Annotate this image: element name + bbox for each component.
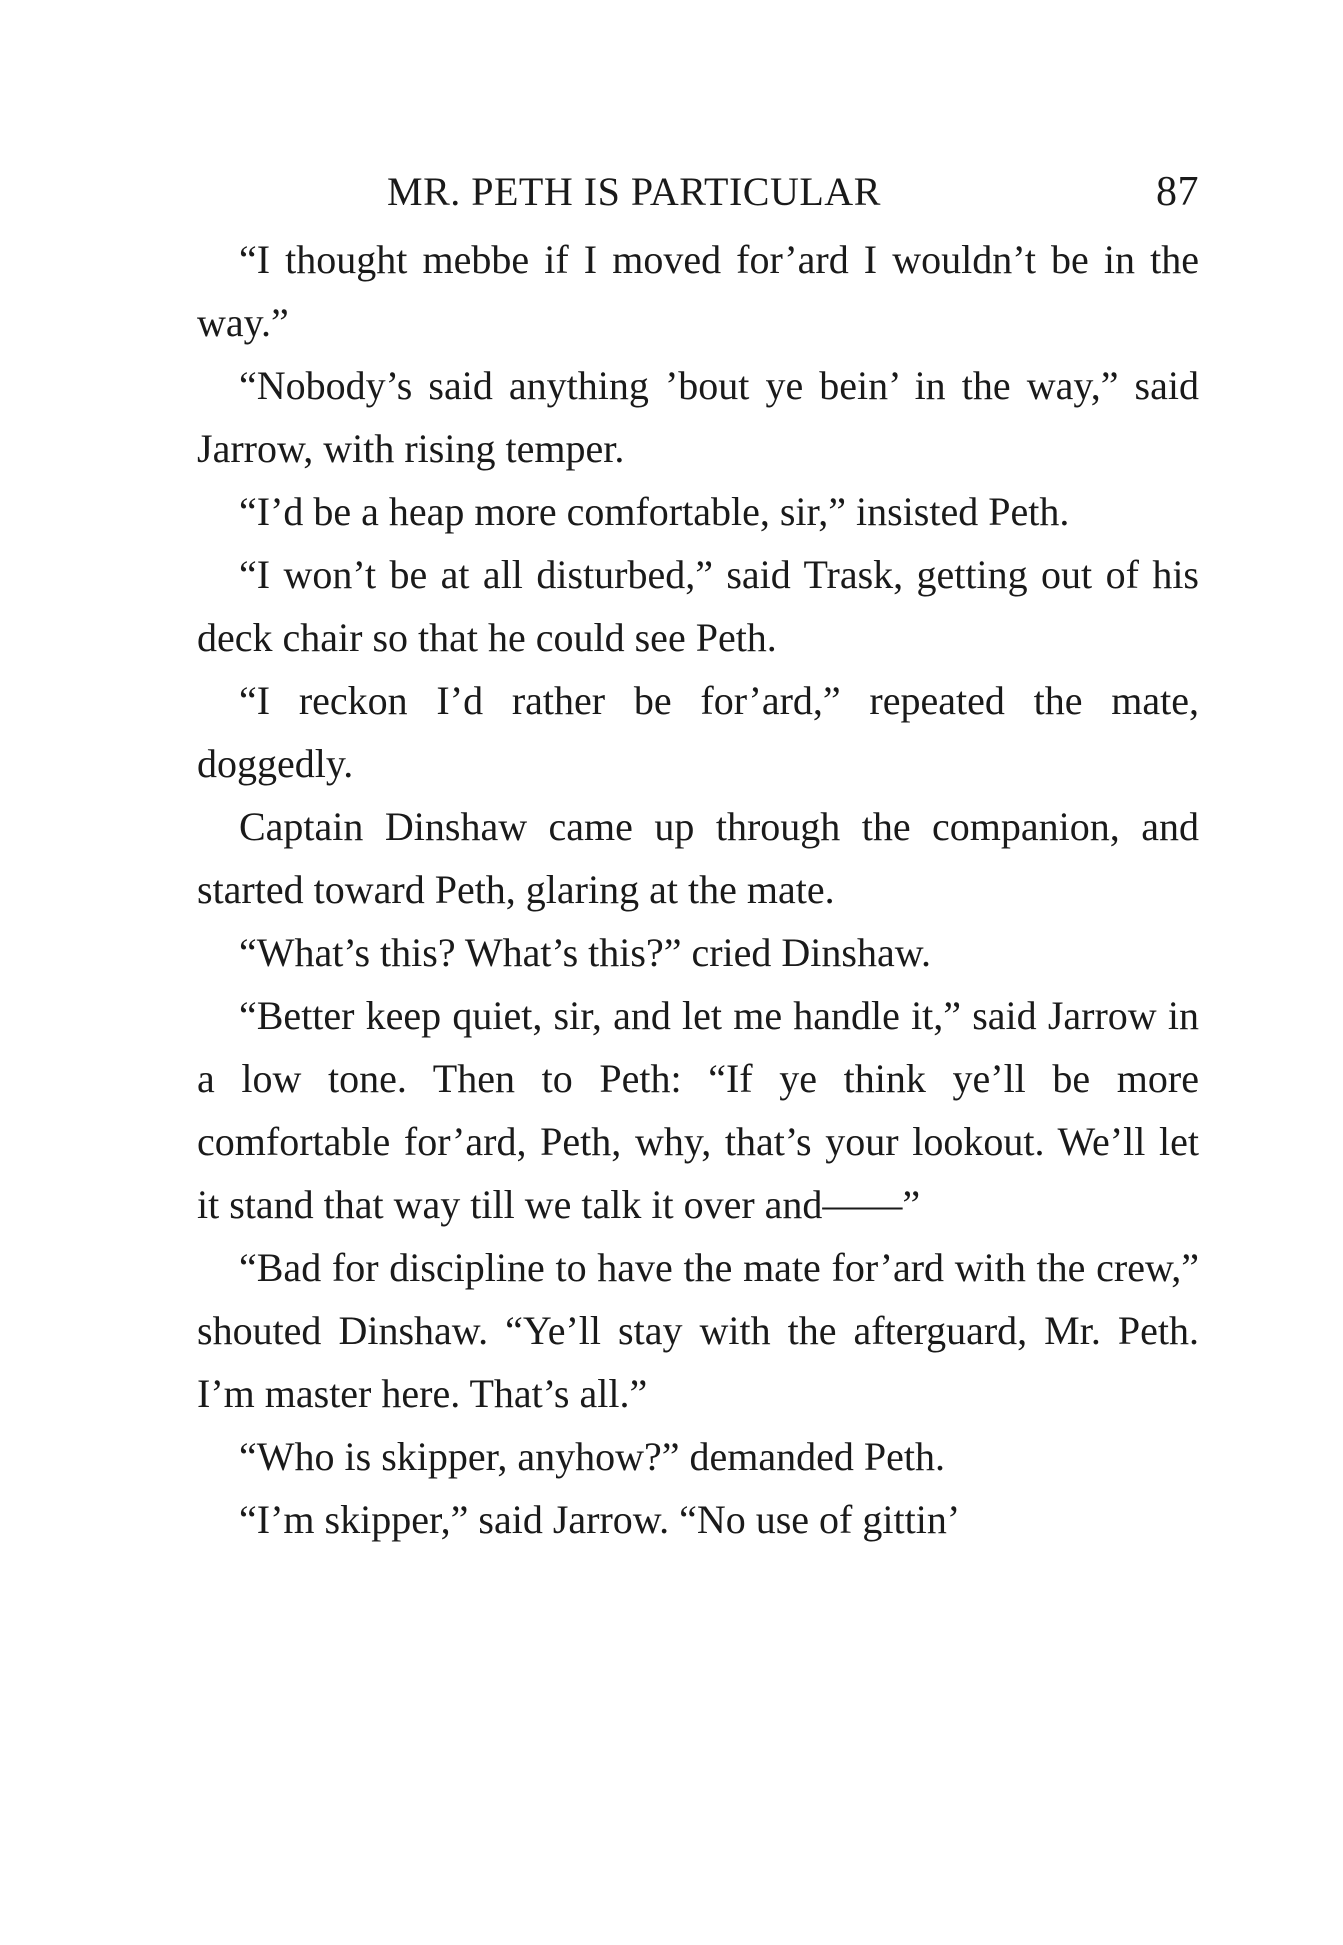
running-title: MR. PETH IS PARTICULAR [387, 169, 881, 214]
running-head [197, 166, 1199, 226]
paragraph: “I thought mebbe if I moved for’ard I wouldn’t be in the way.” [197, 237, 1199, 345]
paragraph: “What’s this? What’s this?” cried Dinshaw. [239, 930, 932, 975]
paragraph: “Who is skipper, anyhow?” demanded Peth. [239, 1434, 945, 1479]
paragraph: “I’m skipper,” said Jarrow. “No use of gittin’ [239, 1497, 961, 1542]
paragraph: “Bad for discipline to have the mate for’ard with the crew,” shouted Dinshaw. “Ye’ll stay with the afterguard, Mr. Peth. I’m master here. That’s all.” [197, 1245, 1199, 1416]
paragraph: “I reckon I’d rather be for’ard,” repeated the mate, doggedly. [197, 678, 1199, 786]
page-number: 87 [1156, 169, 1199, 215]
paragraph: Captain Dinshaw came up through the companion, and started toward Peth, glaring at the mate. [197, 804, 1199, 912]
paragraph: “Better keep quiet, sir, and let me handle it,” said Jarrow in a low tone. Then to Peth: “If ye think ye’ll be more comfortable for’ard, Peth, why, that’s your lookout. We’ll let it stand that way till we talk it over and——” [197, 993, 1199, 1227]
book-page [197, 166, 1199, 1551]
paragraph: “I won’t be at all disturbed,” said Trask, getting out of his deck chair so that he could see Peth. [197, 552, 1199, 660]
paragraph: “I’d be a heap more comfortable, sir,” insisted Peth. [239, 489, 1070, 534]
paragraph: “Nobody’s said anything ’bout ye bein’ in the way,” said Jarrow, with rising temper. [197, 363, 1199, 471]
body-text [197, 228, 1199, 1551]
